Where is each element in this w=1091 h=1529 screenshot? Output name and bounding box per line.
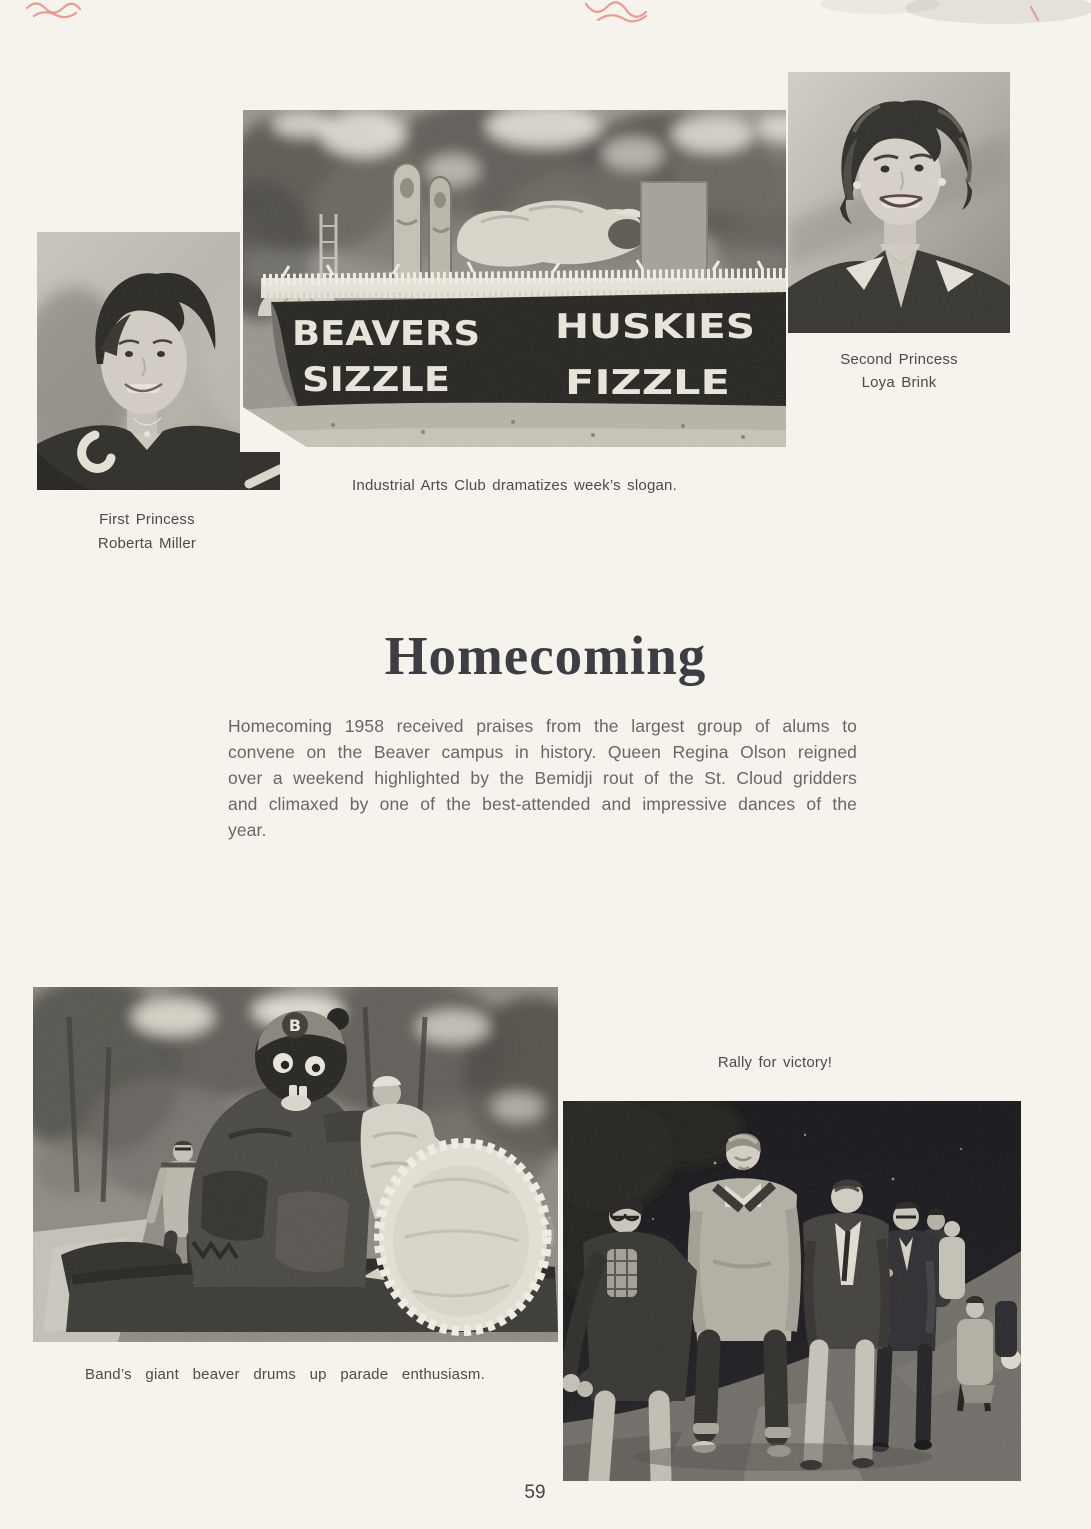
- scan-smudge: [820, 0, 1091, 24]
- red-pen-marks: [0, 0, 1091, 40]
- caption-second-princess-line1: Second Princess: [840, 351, 958, 368]
- caption-second-princess-line2: Loya Brink: [861, 374, 937, 391]
- caption-second-princess: [788, 348, 1010, 394]
- page-title: Homecoming: [384, 625, 707, 686]
- photo-second-princess-portrait: [788, 72, 1010, 333]
- photo-homecoming-float: [243, 110, 786, 447]
- caption-float: Industrial Arts Club dramatizes week’s slogan.: [352, 477, 677, 494]
- red-scribble-left: [27, 4, 80, 13]
- page-number: 59: [524, 1482, 546, 1503]
- caption-beaver: Band’s giant beaver drums up parade enthusiasm.: [85, 1366, 485, 1383]
- caption-first-princess-line1: First Princess: [99, 511, 195, 528]
- caption-rally: Rally for victory!: [717, 1054, 833, 1071]
- photo-rally-march: [563, 1101, 1021, 1481]
- article-paragraph: Homecoming 1958 received praises from the largest group of alums to convene on the Beaver campus in history. Queen Regina Olson reigned over a weekend highlighted by the Bemidji rout of the St. Cloud gridders and climaxed by one of the best-attended and impressive dances of the year.: [228, 716, 857, 840]
- caption-first-princess: [37, 508, 257, 556]
- caption-first-princess-line2: Roberta Miller: [97, 535, 197, 552]
- photo-beaver-drum-float: [33, 987, 558, 1342]
